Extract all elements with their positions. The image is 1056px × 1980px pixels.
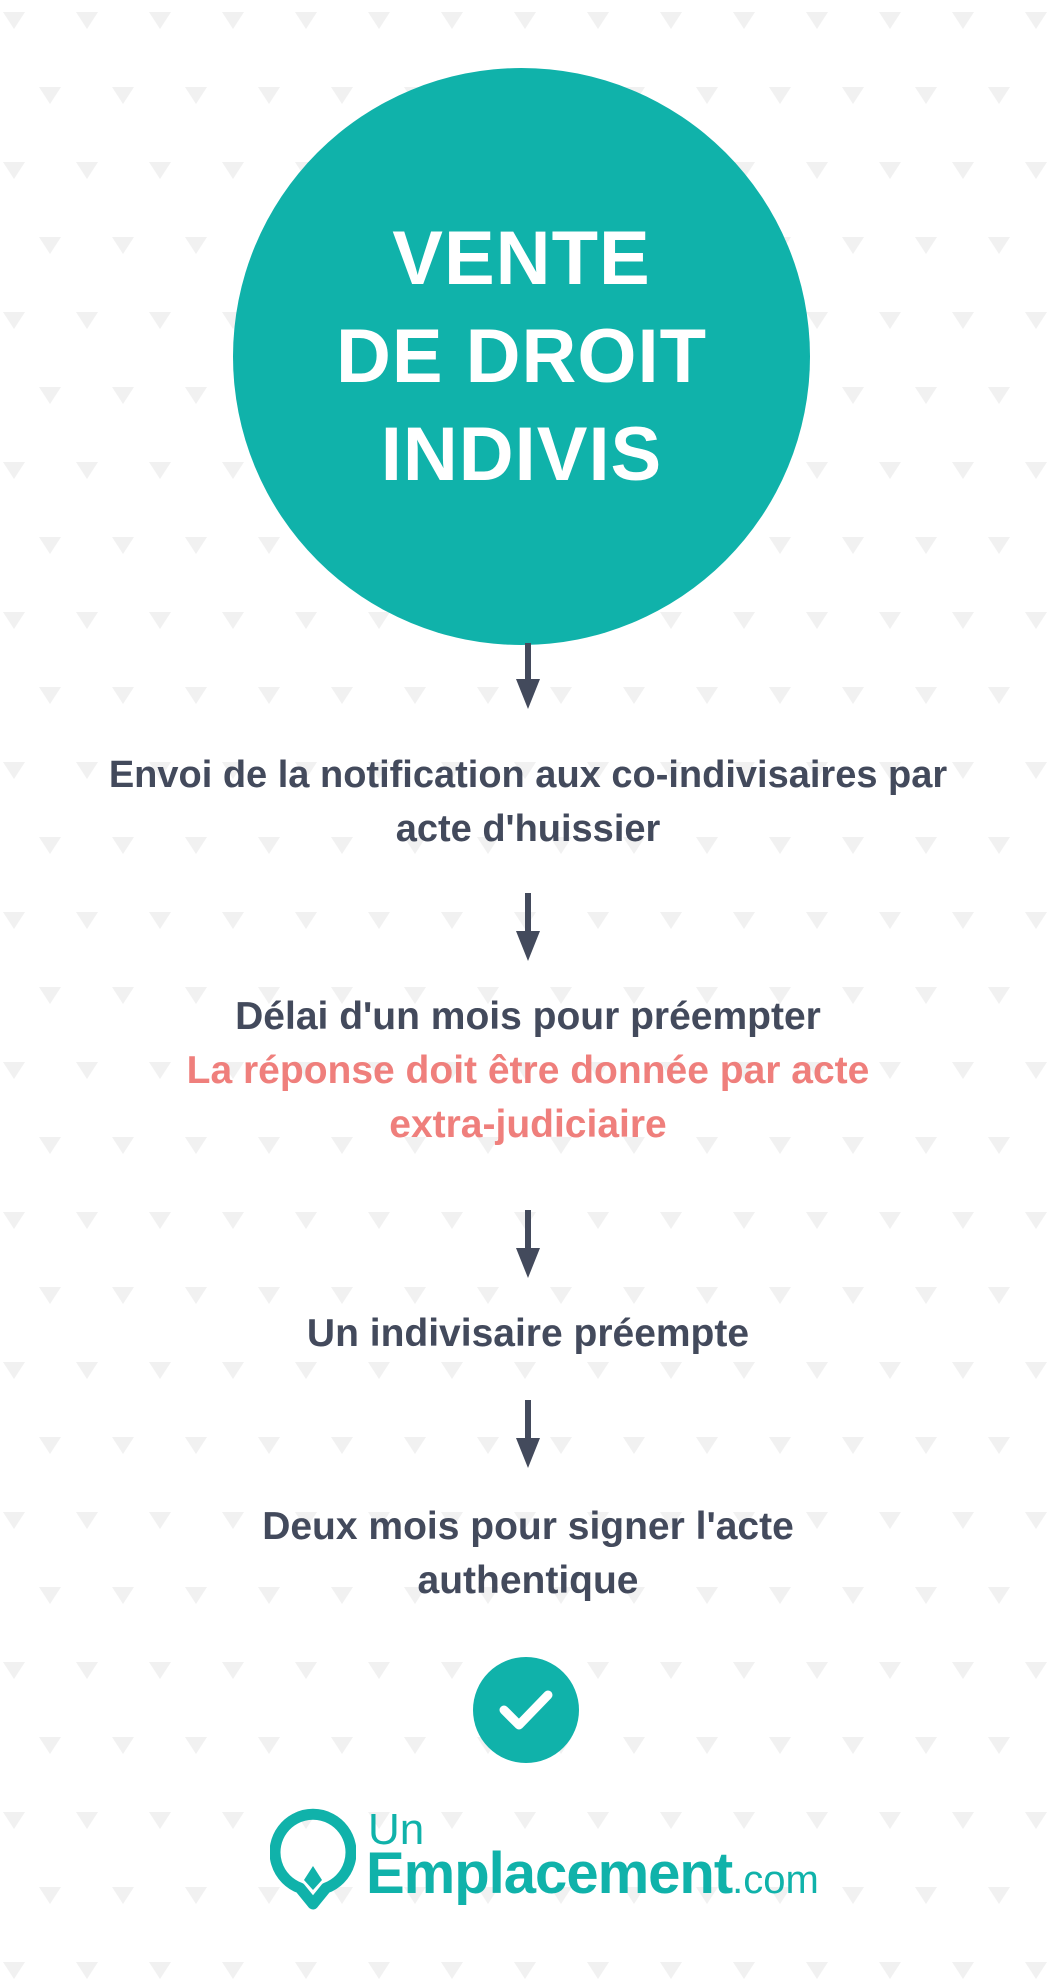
step-preemption	[60, 1307, 996, 1361]
title-line-1: VENTE	[392, 215, 651, 301]
step-2-note-line-1: La réponse doit être donnée par acte	[186, 1049, 870, 1092]
step-2-note-line-2: extra-judiciaire	[389, 1103, 667, 1146]
logo-prefix: Un	[368, 1805, 425, 1854]
step-4-line-2: authentique	[417, 1559, 639, 1602]
title-line-2: DE DROIT	[335, 313, 708, 399]
brand-logo	[270, 1805, 819, 1916]
step-1-line-1: Envoi de la notification aux co-indivisaires par	[108, 754, 948, 796]
step-notification	[60, 748, 996, 856]
title-line-3: INDIVIS	[380, 411, 663, 497]
completion-badge	[473, 1657, 579, 1763]
down-arrow-icon	[516, 1210, 540, 1278]
logo-wordmark	[366, 1842, 819, 1912]
step-2-heading: Délai d'un mois pour préempter	[235, 995, 821, 1038]
map-pin-icon	[270, 1806, 356, 1910]
logo-suffix: .com	[732, 1858, 819, 1902]
title-badge	[233, 68, 810, 645]
logo-name: Emplacement	[366, 1841, 733, 1906]
step-4-line-1: Deux mois pour signer l'acte	[262, 1505, 794, 1548]
down-arrow-icon	[516, 893, 540, 961]
step-signature	[60, 1500, 996, 1608]
step-1-line-2: acte d'huissier	[395, 808, 661, 850]
step-3-line-1: Un indivisaire préempte	[306, 1312, 750, 1355]
checkmark-icon	[498, 1688, 554, 1732]
down-arrow-icon	[516, 643, 540, 709]
step-delay	[60, 990, 996, 1152]
down-arrow-icon	[516, 1400, 540, 1468]
